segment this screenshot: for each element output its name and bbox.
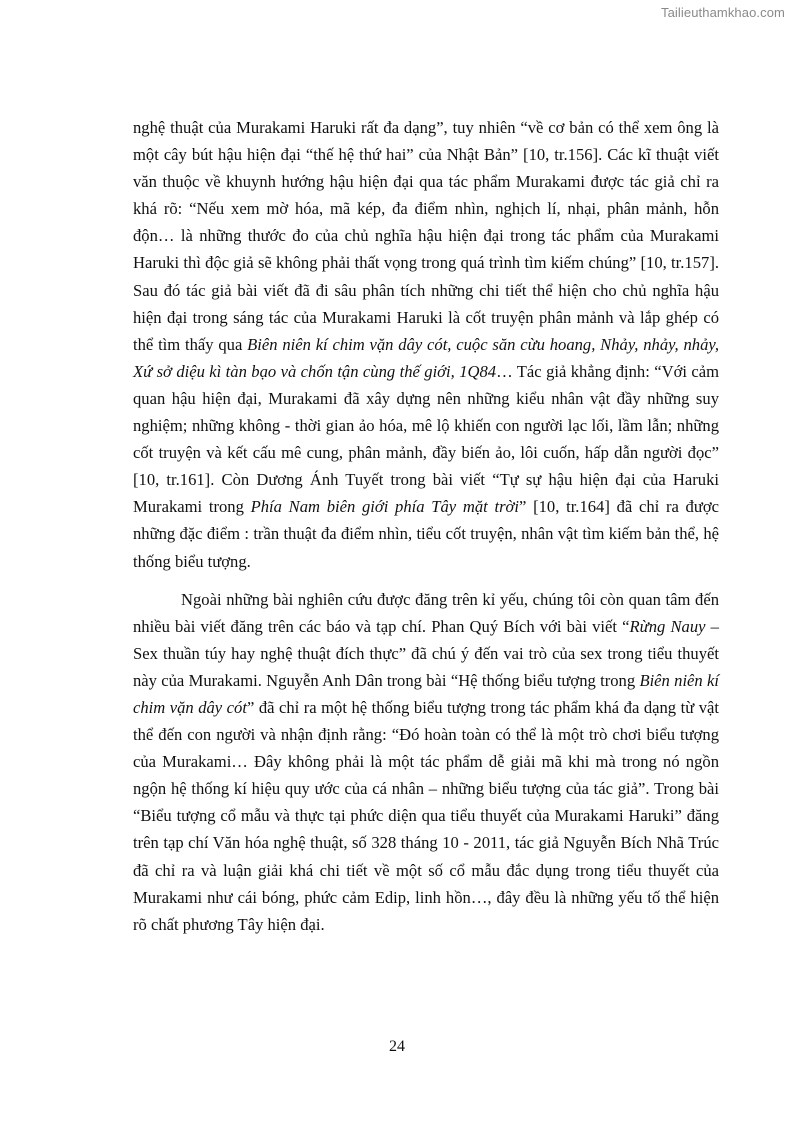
paragraph-1 (133, 114, 719, 575)
paragraph-1-text: … Tác giả khẳng định: “Với cảm quan hậu hiện đại, Murakami đã xây dựng nên những kiểu nhân vật đầy những suy nghiệm; những không - thời gian ảo hóa, mê lộ khiến con người lạc lối, lầm lẫn; những cốt truyện và kết cấu mê cung, phân mảnh, đầy biến ảo, lôi cuốn, hấp dẫn người đọc” [10, tr.161]. Còn Dương Ánh Tuyết trong bài viết “Tự sự hậu hiện đại của Haruki Murakami trong (133, 361, 720, 517)
book-title-list: Biên niên kí chim vặn dây cót, cuộc săn cừu hoang, Nhảy, nhảy, nhảy, Xứ sở diệu kì tàn bạo và chốn tận cùng thế giới, 1Q84 (133, 334, 719, 381)
book-title-wind-up-bird: Biên niên kí chim vặn dây cót (133, 670, 719, 717)
book-title-norwegian-wood: Rừng Nauy (629, 616, 706, 636)
page-number: 24 (389, 1038, 405, 1055)
book-title-south-of-border: Phía Nam biên giới phía Tây mặt trời (250, 497, 520, 517)
paragraph-2-text: ” đã chỉ ra một hệ thống biểu tượng trong tác phẩm khá đa dạng từ vật thể đến con người và nhận định rằng: “Đó hoàn toàn có thể là một trò chơi biểu tượng của Murakami… Đây không phải là một tác phẩm dễ giải mã khi mà trong nó ngồn ngộn hệ thống kí hiệu quy ước của cá nhân – những biểu tượng của tác giả”. Trong bài “Biểu tượng cổ mẫu và thực tại phức diện qua tiểu thuyết của Murakami Haruki” đăng trên tạp chí Văn hóa nghệ thuật, số 328 tháng 10 - 2011, tác giả Nguyễn Bích Nhã Trúc đã chỉ ra và luận giải khá chi tiết về một số cổ mẫu đắc dụng trong tiểu thuyết của Murakami như cái bóng, phức cảm Edip, linh hồn…, đây đều là những yếu tố thể hiện rõ chất phương Tây hiện đại. (133, 697, 719, 934)
document-body (133, 114, 719, 938)
paragraph-1-text: ” [10, tr.164] đã chỉ ra được những đặc điểm : trần thuật đa điểm nhìn, tiểu cốt truyện, nhân vật tìm kiếm bản thể, hệ thống biểu tượng. (133, 497, 719, 571)
watermark-text: Tailieuthamkhao.com (660, 5, 785, 20)
paragraph-2-text: – Sex thuần túy hay nghệ thuật đích thực” đã chú ý đến vai trò của sex trong tiểu thuyết này của Murakami. Nguyễn Anh Dân trong bài “Hệ thống biểu tượng trong (133, 616, 719, 690)
paragraph-2-text: Ngoài những bài nghiên cứu được đăng trên kỉ yếu, chúng tôi còn quan tâm đến nhiều bài viết đăng trên các báo và tạp chí. Phan Quý Bích với bài viết “ (133, 589, 719, 636)
paragraph-2 (133, 586, 719, 938)
paragraph-1-text: nghệ thuật của Murakami Haruki rất đa dạng”, tuy nhiên “về cơ bản có thể xem ông là một cây bút hậu hiện đại “thế hệ thứ hai” của Nhật Bản” [10, tr.156]. Các kĩ thuật viết văn thuộc về khuynh hướng hậu hiện đại qua tác phẩm Murakami được tác giả chỉ ra khá rõ: “Nếu xem mờ hóa, mã kép, đa điểm nhìn, nghịch lí, nhại, phân mảnh, hỗn độn… là những thước đo của chủ nghĩa hậu hiện đại trong tác phẩm của Murakami Haruki thì độc giả sẽ không phải thất vọng trong quá trình tìm kiếm chúng” [10, tr.157]. Sau đó tác giả bài viết đã đi sâu phân tích những chi tiết thể hiện cho chủ nghĩa hậu hiện đại trong sáng tác của Murakami Haruki là cốt truyện phân mảnh và lắp ghép có thể tìm thấy qua (133, 118, 719, 354)
